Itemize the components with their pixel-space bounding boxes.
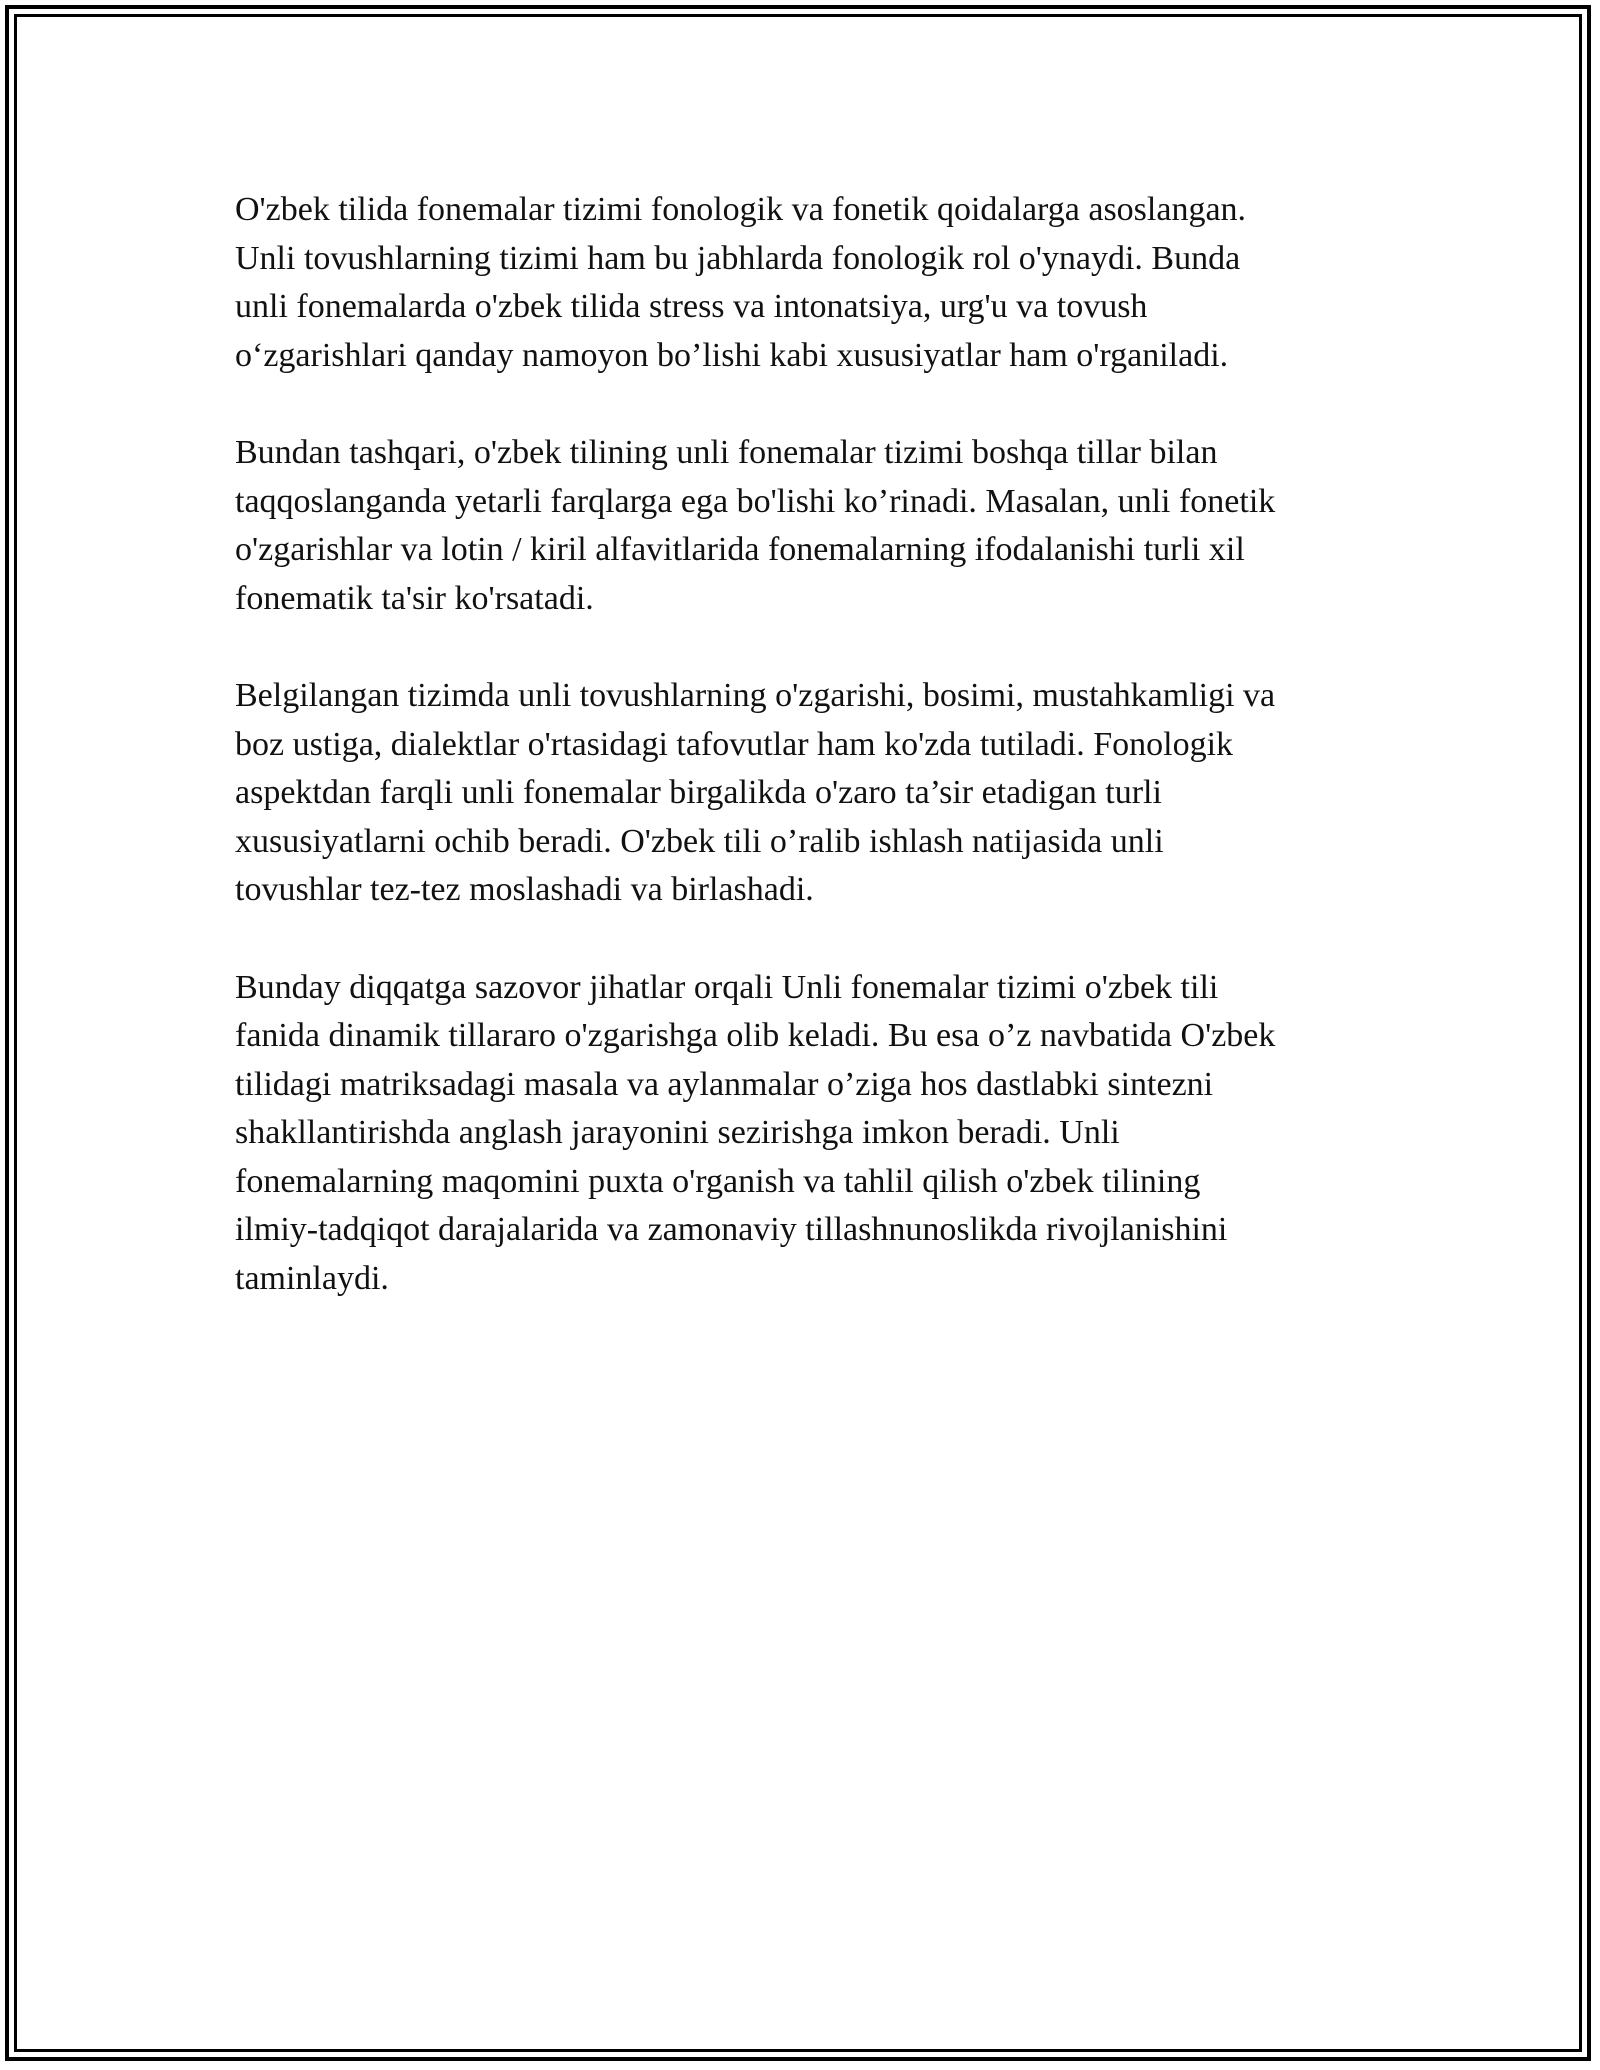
text-line: Belgilangan tizimda unli tovushlarning o'zgarishi, bosimi, mustahkamligi va: [235, 677, 1276, 714]
paragraph-1: [235, 186, 1375, 380]
document-body: [235, 186, 1375, 1352]
paragraph-3: [235, 672, 1375, 915]
text-line: Bunday diqqatga sazovor jihatlar orqali Unli fonemalar tizimi o'zbek tili: [235, 968, 1219, 1006]
text-line: Unli tovushlarning tizimi ham bu jabhlarda fonologik rol o'ynaydi. Bunda: [235, 239, 1241, 277]
text-line: fonematik ta'sir ko'rsatadi.: [235, 579, 594, 617]
text-line: xususiyatlarni ochib beradi. O'zbek tili o’ralib ishlash natijasida unli: [235, 822, 1164, 860]
text-line: boz ustiga, dialektlar o'rtasidagi tafovutlar ham ko'zda tutiladi. Fonologik: [235, 725, 1234, 763]
text-line: taminlaydi.: [235, 1259, 389, 1297]
text-line: aspektdan farqli unli fonemalar birgalikda o'zaro ta’sir etadigan turli: [235, 774, 1162, 811]
text-line: O'zbek tilida fonemalar tizimi fonologik va fonetik qoidalarga asoslangan.: [235, 191, 1247, 228]
paragraph-4: [235, 964, 1375, 1304]
paragraph-2: [235, 429, 1375, 623]
text-line: unli fonemalarda o'zbek tilida stress va intonatsiya, urg'u va tovush: [235, 288, 1148, 325]
text-line: tovushlar tez-tez moslashadi va birlashadi.: [235, 871, 814, 908]
text-line: o‘zgarishlari qanday namoyon bo’lishi kabi xususiyatlar ham o'rganiladi.: [235, 336, 1229, 374]
text-line: Bundan tashqari, o'zbek tilining unli fonemalar tizimi boshqa tillar bilan: [235, 434, 1218, 471]
text-line: shakllantirishda anglash jarayonini sezirishga imkon beradi. Unli: [235, 1114, 1120, 1151]
text-line: taqqoslanganda yetarli farqlarga ega bo'lishi ko’rinadi. Masalan, unli fonetik: [235, 482, 1276, 520]
text-line: o'zgarishlar va lotin / kiril alfavitlarida fonemalarning ifodalanishi turli xil: [235, 531, 1245, 568]
text-line: fonemalarning maqomini puxta o'rganish va tahlil qilish o'zbek tilining: [235, 1162, 1201, 1200]
text-line: fanida dinamik tillararo o'zgarishga olib keladi. Bu esa o’z navbatida O'zbek: [235, 1017, 1276, 1054]
text-line: tilidagi matriksadagi masala va aylanmalar o’ziga hos dastlabki sintezni: [235, 1065, 1214, 1103]
text-line: ilmiy-tadqiqot darajalarida va zamonaviy tillashnunoslikda rivojlanishini: [235, 1211, 1228, 1248]
